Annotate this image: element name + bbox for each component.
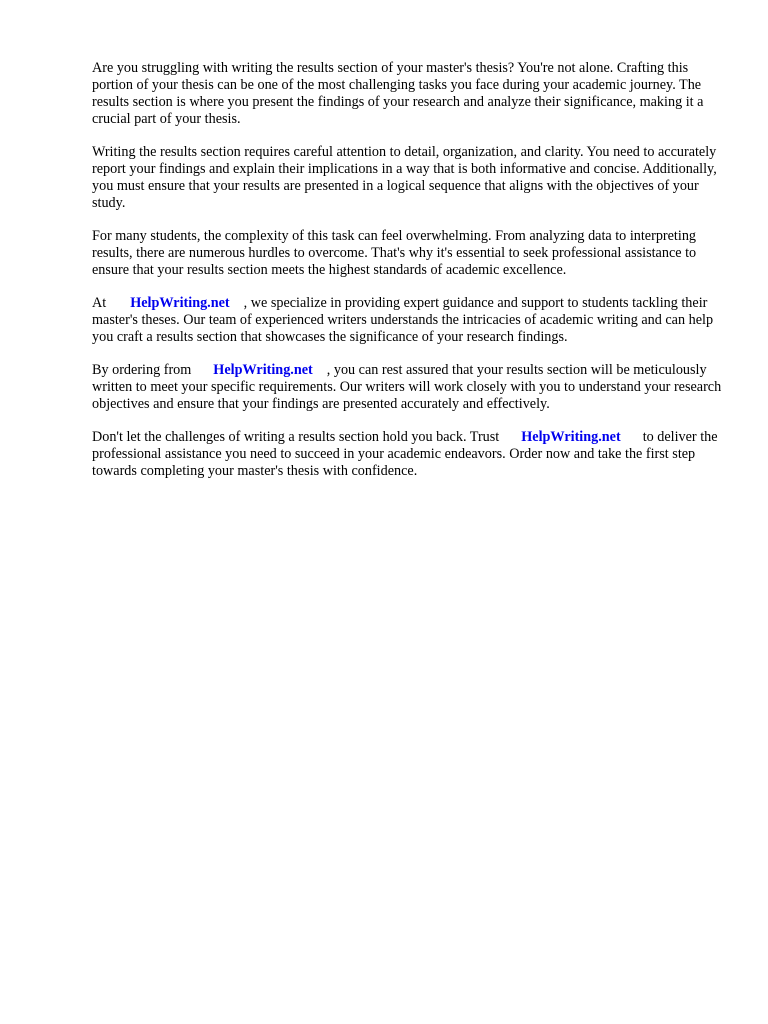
paragraph-specialize bbox=[92, 295, 722, 346]
paragraph-ordering-before: By ordering from bbox=[92, 362, 192, 378]
helpwriting-link-2[interactable]: HelpWriting.net bbox=[213, 362, 313, 378]
document-page bbox=[92, 60, 722, 496]
paragraph-intro: Are you struggling with writing the results section of your master's thesis? You're not alone. Crafting this portion of your thesis can be one of the most challenging tasks you face during your academic journey. The results section is where you present the findings of your research and analyze their significance, making it a crucial part of your thesis. bbox=[92, 60, 704, 127]
paragraph-specialize-before: At bbox=[92, 295, 107, 311]
paragraph-specialize-after: , we specialize in providing expert guidance and support to students tackling their master's theses. Our team of experienced writers understands the intricacies of academic writing and can help you craft a results section that showcases the significance of your research findings. bbox=[92, 295, 714, 345]
helpwriting-link-3[interactable]: HelpWriting.net bbox=[521, 429, 621, 445]
paragraph-trust-after: to deliver the professional assistance you need to succeed in your academic endeavors. Order now and take the first step towards completing your master's thesis with confidence. bbox=[92, 429, 718, 479]
paragraph-trust bbox=[92, 429, 722, 480]
helpwriting-link-1[interactable]: HelpWriting.net bbox=[130, 295, 230, 311]
paragraph-complexity: For many students, the complexity of this task can feel overwhelming. From analyzing data to interpreting results, there are numerous hurdles to overcome. That's why it's essential to seek professional assistance to ensure that your results section meets the highest standards of academic excellence. bbox=[92, 228, 697, 278]
paragraph-ordering-after: , you can rest assured that your results section will be meticulously written to meet your specific requirements. Our writers will work closely with you to understand your research objectives and ensure that your findings are presented accurately and effectively. bbox=[92, 362, 722, 412]
paragraph-trust-before: Don't let the challenges of writing a results section hold you back. Trust bbox=[92, 429, 500, 445]
paragraph-ordering bbox=[92, 362, 722, 413]
paragraph-requirements: Writing the results section requires careful attention to detail, organization, and clarity. You need to accurately report your findings and explain their implications in a way that is both informative and concise. Additionally, you must ensure that your results are presented in a logical sequence that aligns with the objectives of your study. bbox=[92, 144, 717, 211]
